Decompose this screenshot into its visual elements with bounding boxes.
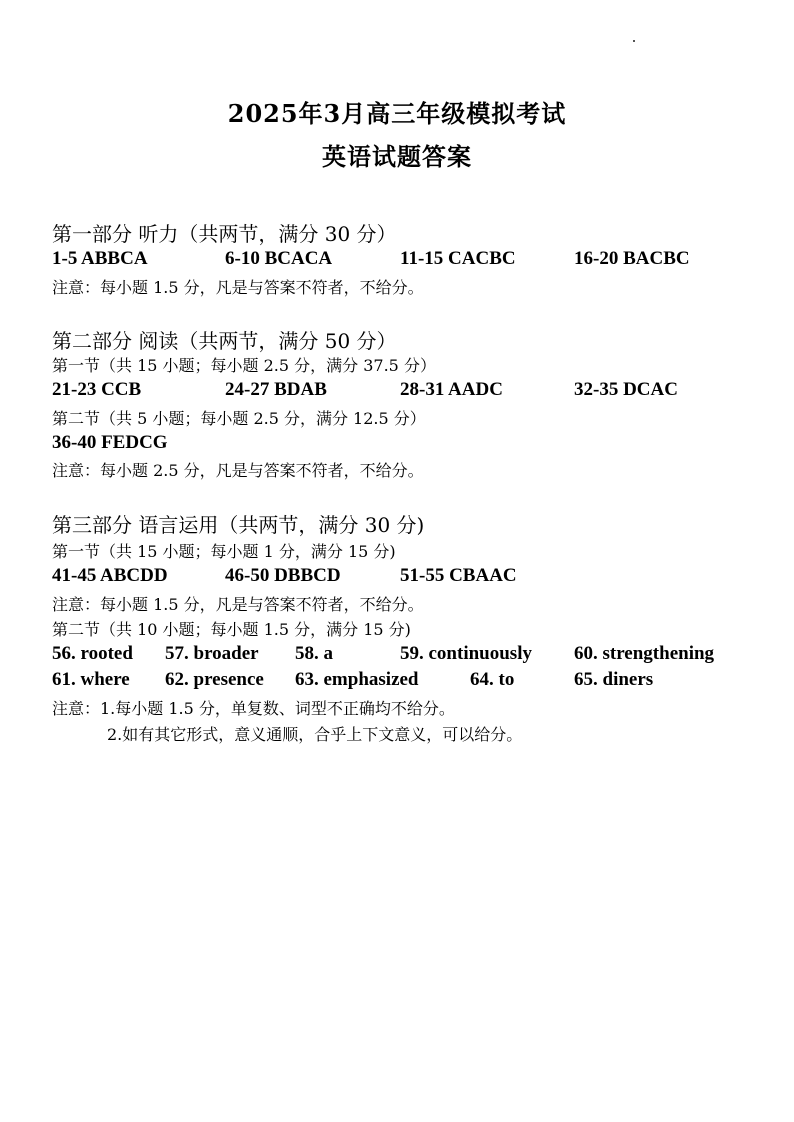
part2-sec2-heading: 第二节（共 5 小题；每小题 2.5 分，满分 12.5 分） xyxy=(52,409,426,428)
part3-sec2-heading: 第二节（共 10 小题；每小题 1.5 分，满分 15 分) xyxy=(52,620,411,639)
part2-sec1-heading: 第一节（共 15 小题；每小题 2.5 分，满分 37.5 分） xyxy=(52,356,436,375)
page-subtitle: 英语试题答案 xyxy=(322,142,472,171)
part2-note: 注意：每小题 2.5 分，凡是与答案不符者，不给分。 xyxy=(52,461,424,480)
answer-group: 46-50 DBBCD xyxy=(225,565,341,586)
answer-item: 60. strengthening xyxy=(574,643,715,664)
part3-note-2: 2.如有其它形式，意义通顺，合乎上下文意义，可以给分。 xyxy=(107,725,523,744)
answer-item: 61. where xyxy=(52,669,130,690)
answer-group: 1-5 ABBCA xyxy=(52,248,148,269)
part3-sec1-note: 注意：每小题 1.5 分，凡是与答案不符者，不给分。 xyxy=(52,595,424,614)
answer-group: 11-15 CACBC xyxy=(400,248,516,269)
answer-group: 24-27 BDAB xyxy=(225,379,327,400)
answer-item: 63. emphasized xyxy=(295,669,419,690)
part1-heading: 第一部分 听力（共两节，满分 30 分） xyxy=(52,222,397,246)
answer-item: 58. a xyxy=(295,643,333,664)
answer-item: 56. rooted xyxy=(52,643,133,664)
answer-group: 36-40 FEDCG xyxy=(52,432,168,453)
answer-item: 57. broader xyxy=(165,643,259,664)
page-title: 2025年3月高三年级模拟考试 xyxy=(227,99,567,128)
answer-item: 59. continuously xyxy=(400,643,532,664)
answer-item: 65. diners xyxy=(574,669,654,690)
answer-group: 51-55 CBAAC xyxy=(400,565,517,586)
part3-heading: 第三部分 语言运用（共两节，满分 30 分) xyxy=(52,513,425,537)
part3-note-1: 注意：1.每小题 1.5 分，单复数、词型不正确均不给分。 xyxy=(52,699,455,718)
part3-sec1-heading: 第一节（共 15 小题；每小题 1 分，满分 15 分) xyxy=(52,542,396,561)
answer-item: 62. presence xyxy=(165,669,264,690)
answer-group: 28-31 AADC xyxy=(400,379,503,400)
answer-group: 32-35 DCAC xyxy=(574,379,678,400)
answer-group: 41-45 ABCDD xyxy=(52,565,168,586)
speck xyxy=(633,40,635,42)
answer-group: 21-23 CCB xyxy=(52,379,142,400)
answer-item: 64. to xyxy=(470,669,515,690)
answer-group: 6-10 BCACA xyxy=(225,248,333,269)
answer-group: 16-20 BACBC xyxy=(574,248,690,269)
part1-note: 注意：每小题 1.5 分，凡是与答案不符者，不给分。 xyxy=(52,278,424,297)
part2-heading: 第二部分 阅读（共两节，满分 50 分） xyxy=(52,329,397,353)
